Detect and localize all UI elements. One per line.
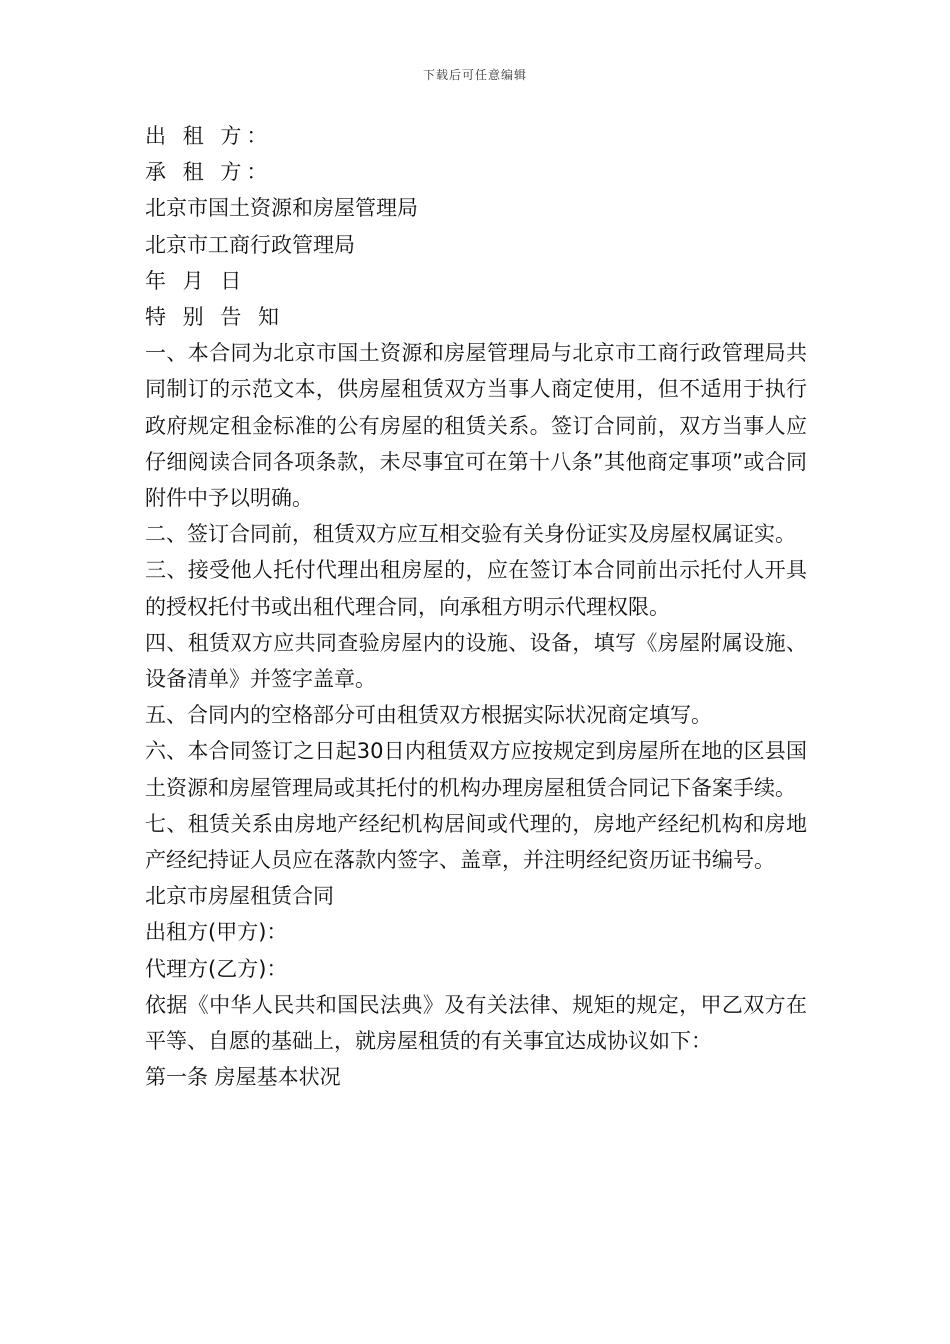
document-body	[145, 118, 807, 1095]
article-1-heading: 第一条 房屋基本状况	[145, 1065, 341, 1090]
notice-item-3: 三、接受他人托付代理出租房屋的，应在签订本合同前出示托付人开具的授权托付书或出租代理合同，向承租方明示代理权限。	[145, 558, 807, 619]
notice-item-1: 一、本合同为北京市国土资源和房屋管理局与北京市工商行政管理局共同制订的示范文本，供房屋租赁双方当事人商定使用，但不适用于执行政府规定租金标准的公有房屋的租赁关系。签订合同前，双方当事人应仔细阅读合同各项条款，未尽事宜可在第十八条”其他商定事项”或合同附件中予以明确。	[145, 341, 807, 511]
issuer-land-bureau: 北京市国土资源和房屋管理局	[145, 196, 418, 221]
header-note: 下载后可任意编辑	[422, 68, 527, 82]
lessee-line: 承 租 方：	[145, 160, 273, 185]
notice-item-4: 四、租赁双方应共同查验房屋内的设施、设备，填写《房屋附属设施、设备清单》并签字盖章。	[145, 630, 807, 692]
date-line: 年 月 日	[145, 268, 247, 293]
notice-item-2: 二、签订合同前，租赁双方应互相交验有关身份证实及房屋权属证实。	[145, 522, 796, 547]
notice-item-6: 六、本合同签订之日起30日内租赁双方应按规定到房屋所在地的区县国土资源和房屋管理局或其托付的机构办理房屋租赁合同记下备案手续。	[145, 739, 807, 800]
notice-item-5: 五、合同内的空格部分可由租赁双方根据实际状况商定填写。	[145, 703, 712, 728]
party-a-line: 出租方(甲方)：	[145, 920, 288, 945]
contract-title: 北京市房屋租赁合同	[145, 884, 334, 909]
preamble: 依据《中华人民共和国民法典》及有关法律、规矩的规定，甲乙双方在平等、自愿的基础上，就房屋租赁的有关事宜达成协议如下：	[145, 992, 807, 1054]
issuer-commerce-bureau: 北京市工商行政管理局	[145, 232, 355, 257]
lessor-line: 出 租 方：	[145, 124, 273, 148]
special-notice-heading: 特 别 告 知	[145, 305, 285, 330]
notice-item-7: 七、租赁关系由房地产经纪机构居间或代理的，房地产经纪机构和房地产经纪持证人员应在落款内签字、盖章，并注明经纪资历证书编号。	[145, 811, 807, 873]
party-b-line: 代理方(乙方)：	[145, 956, 288, 981]
